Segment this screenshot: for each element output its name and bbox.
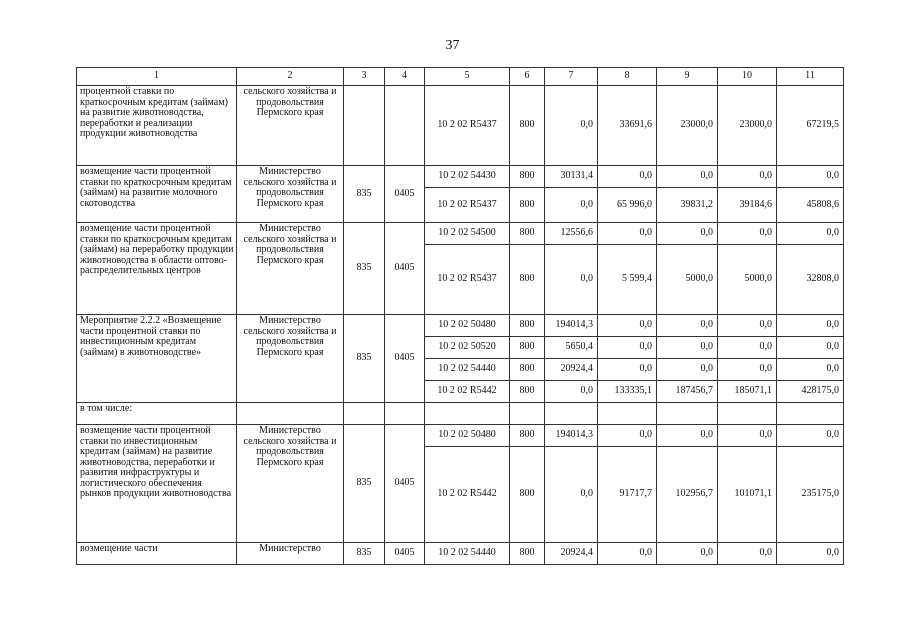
row-value-9: 23000,0 <box>657 86 718 166</box>
row-value-8: 133335,1 <box>598 381 657 403</box>
row-description: возмещение части процентной ставки по краткосрочным кредитам (займам) на развитие молочного скотоводства <box>77 166 237 223</box>
row-classification-code: 10 2 02 50520 <box>425 337 510 359</box>
row-code-ministry: 835 <box>344 315 385 403</box>
row-code-section: 0405 <box>385 425 425 543</box>
row-expense-type: 800 <box>510 381 545 403</box>
row-value-10: 39184,6 <box>718 188 777 223</box>
row-code-ministry: 835 <box>344 425 385 543</box>
row-value-8: 33691,6 <box>598 86 657 166</box>
row-description: процентной ставки по краткосрочным кредитам (займам) на развитие животноводства, переработки и реализации продукции животноводства <box>77 86 237 166</box>
row-value-7: 0,0 <box>545 447 598 543</box>
column-header: 5 <box>425 68 510 86</box>
column-header: 11 <box>777 68 844 86</box>
row-code-section: 0405 <box>385 166 425 223</box>
row-value-7: 20924,4 <box>545 359 598 381</box>
row-value-8 <box>598 403 657 425</box>
row-ministry: Министерство сельского хозяйства и продовольствия Пермского края <box>237 166 344 223</box>
row-ministry <box>237 403 344 425</box>
row-classification-code: 10 2 02 54500 <box>425 223 510 245</box>
row-value-11: 428175,0 <box>777 381 844 403</box>
table-row <box>77 315 844 337</box>
page-number: 37 <box>445 38 460 53</box>
row-value-8: 0,0 <box>598 315 657 337</box>
row-code-section <box>385 403 425 425</box>
row-value-7: 30131,4 <box>545 166 598 188</box>
column-header: 2 <box>237 68 344 86</box>
row-ministry: сельского хозяйства и продовольствия Пермского края <box>237 86 344 166</box>
row-description: возмещение части <box>77 543 237 565</box>
row-value-9: 5000,0 <box>657 245 718 315</box>
row-expense-type: 800 <box>510 86 545 166</box>
row-value-8: 0,0 <box>598 166 657 188</box>
row-ministry: Министерство сельского хозяйства и продовольствия Пермского края <box>237 223 344 315</box>
row-value-9: 0,0 <box>657 315 718 337</box>
row-value-7: 12556,6 <box>545 223 598 245</box>
column-header: 3 <box>344 68 385 86</box>
row-expense-type: 800 <box>510 447 545 543</box>
row-value-11: 0,0 <box>777 359 844 381</box>
row-value-7 <box>545 403 598 425</box>
row-classification-code: 10 2 02 54430 <box>425 166 510 188</box>
row-description: возмещение части процентной ставки по инвестиционным кредитам (займам) на развитие животноводства, переработки и развития инфраструктуры и логистического обеспечения рынков продукции животноводства <box>77 425 237 543</box>
row-value-10: 0,0 <box>718 315 777 337</box>
row-value-8: 0,0 <box>598 425 657 447</box>
row-value-11: 0,0 <box>777 166 844 188</box>
row-classification-code: 10 2 02 R5442 <box>425 447 510 543</box>
row-value-9: 0,0 <box>657 425 718 447</box>
column-header: 6 <box>510 68 545 86</box>
row-value-10: 0,0 <box>718 166 777 188</box>
row-value-10: 0,0 <box>718 223 777 245</box>
row-value-8: 0,0 <box>598 337 657 359</box>
row-classification-code: 10 2 02 R5437 <box>425 245 510 315</box>
row-expense-type: 800 <box>510 223 545 245</box>
row-classification-code: 10 2 02 54440 <box>425 543 510 565</box>
row-value-11: 235175,0 <box>777 447 844 543</box>
row-expense-type: 800 <box>510 315 545 337</box>
row-description: Мероприятие 2.2.2 «Возмещение части процентной ставки по инвестиционным кредитам (займам) в животноводстве» <box>77 315 237 403</box>
row-classification-code: 10 2 02 50480 <box>425 425 510 447</box>
row-ministry: Министерство сельского хозяйства и продовольствия Пермского края <box>237 425 344 543</box>
row-description: возмещение части процентной ставки по краткосрочным кредитам (займам) на переработку продукции животноводства в области оптово-распределительных центров <box>77 223 237 315</box>
column-header: 8 <box>598 68 657 86</box>
row-code-ministry <box>344 403 385 425</box>
row-value-8: 0,0 <box>598 543 657 565</box>
row-expense-type: 800 <box>510 166 545 188</box>
row-value-10: 0,0 <box>718 359 777 381</box>
row-value-10: 0,0 <box>718 425 777 447</box>
row-code-section: 0405 <box>385 223 425 315</box>
row-value-8: 65 996,0 <box>598 188 657 223</box>
row-expense-type: 800 <box>510 543 545 565</box>
row-value-7: 194014,3 <box>545 315 598 337</box>
row-value-10 <box>718 403 777 425</box>
table-row <box>77 403 844 425</box>
row-value-7: 194014,3 <box>545 425 598 447</box>
row-value-9: 39831,2 <box>657 188 718 223</box>
row-value-10: 101071,1 <box>718 447 777 543</box>
row-value-11: 0,0 <box>777 337 844 359</box>
row-value-9: 0,0 <box>657 223 718 245</box>
row-code-section: 0405 <box>385 315 425 403</box>
row-value-11: 67219,5 <box>777 86 844 166</box>
row-classification-code: 10 2 02 50480 <box>425 315 510 337</box>
row-value-11: 0,0 <box>777 543 844 565</box>
row-value-9: 0,0 <box>657 337 718 359</box>
row-value-7: 20924,4 <box>545 543 598 565</box>
row-value-10: 23000,0 <box>718 86 777 166</box>
row-value-9: 0,0 <box>657 166 718 188</box>
row-ministry: Министерство <box>237 543 344 565</box>
row-ministry: Министерство сельского хозяйства и продовольствия Пермского края <box>237 315 344 403</box>
row-value-7: 5650,4 <box>545 337 598 359</box>
row-value-10: 185071,1 <box>718 381 777 403</box>
row-value-9: 0,0 <box>657 359 718 381</box>
row-code-section: 0405 <box>385 543 425 565</box>
row-value-7: 0,0 <box>545 381 598 403</box>
row-value-7: 0,0 <box>545 188 598 223</box>
table-row <box>77 166 844 188</box>
row-expense-type <box>510 403 545 425</box>
row-classification-code: 10 2 02 54440 <box>425 359 510 381</box>
row-classification-code: 10 2 02 R5442 <box>425 381 510 403</box>
row-code-section <box>385 86 425 166</box>
table-row <box>77 223 844 245</box>
row-value-7: 0,0 <box>545 245 598 315</box>
row-value-7: 0,0 <box>545 86 598 166</box>
row-value-11: 32808,0 <box>777 245 844 315</box>
row-value-11: 0,0 <box>777 223 844 245</box>
row-value-10: 0,0 <box>718 337 777 359</box>
row-value-9 <box>657 403 718 425</box>
row-value-10: 0,0 <box>718 543 777 565</box>
column-header: 9 <box>657 68 718 86</box>
row-value-8: 91717,7 <box>598 447 657 543</box>
row-description: в том числе: <box>77 403 237 425</box>
row-expense-type: 800 <box>510 337 545 359</box>
row-value-11: 45808,6 <box>777 188 844 223</box>
row-expense-type: 800 <box>510 245 545 315</box>
row-classification-code <box>425 403 510 425</box>
row-value-10: 5000,0 <box>718 245 777 315</box>
row-code-ministry: 835 <box>344 543 385 565</box>
row-value-8: 5 599,4 <box>598 245 657 315</box>
row-value-9: 0,0 <box>657 543 718 565</box>
row-value-9: 187456,7 <box>657 381 718 403</box>
row-classification-code: 10 2 02 R5437 <box>425 188 510 223</box>
column-header: 4 <box>385 68 425 86</box>
column-header: 7 <box>545 68 598 86</box>
budget-table <box>76 67 844 565</box>
row-value-11: 0,0 <box>777 425 844 447</box>
row-value-8: 0,0 <box>598 223 657 245</box>
row-code-ministry <box>344 86 385 166</box>
row-code-ministry: 835 <box>344 223 385 315</box>
header-row <box>77 68 844 86</box>
table-row <box>77 543 844 565</box>
row-value-11 <box>777 403 844 425</box>
row-value-8: 0,0 <box>598 359 657 381</box>
column-header: 10 <box>718 68 777 86</box>
column-header: 1 <box>77 68 237 86</box>
row-code-ministry: 835 <box>344 166 385 223</box>
row-classification-code: 10 2 02 R5437 <box>425 86 510 166</box>
table-row <box>77 86 844 166</box>
row-expense-type: 800 <box>510 359 545 381</box>
row-expense-type: 800 <box>510 425 545 447</box>
row-value-9: 102956,7 <box>657 447 718 543</box>
row-expense-type: 800 <box>510 188 545 223</box>
table-row <box>77 425 844 447</box>
row-value-11: 0,0 <box>777 315 844 337</box>
